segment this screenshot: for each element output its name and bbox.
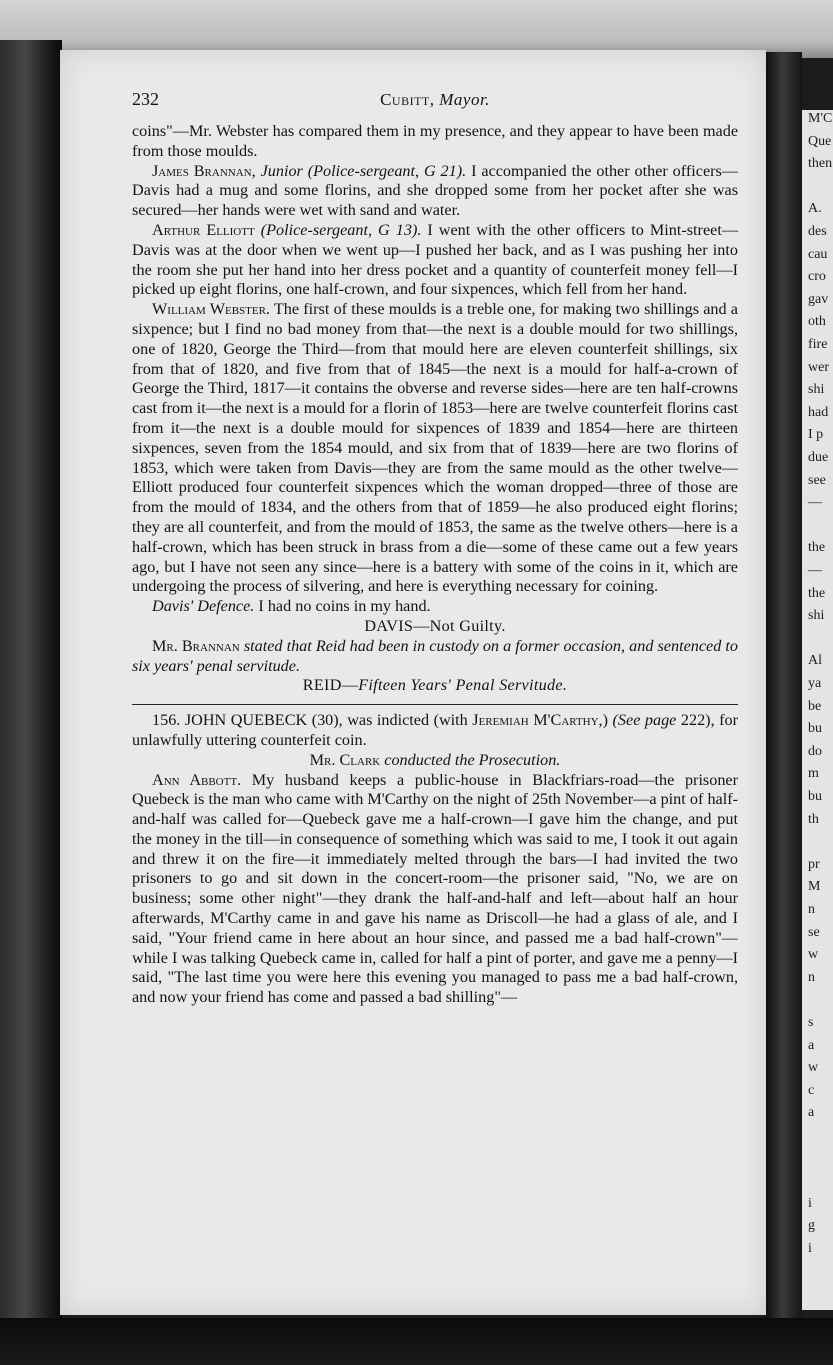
paragraph-elliott	[132, 221, 738, 300]
adjacent-page-fragment: cro	[808, 269, 826, 285]
adjacent-page-fragment: bu	[808, 721, 822, 737]
running-head-name: Cubitt,	[380, 90, 435, 109]
adjacent-page-fragment: shi	[808, 382, 825, 398]
adjacent-page-fragment: oth	[808, 314, 826, 330]
adjacent-page-fragment: the	[808, 585, 826, 601]
prosecutor-name: Mr. Clark	[309, 750, 381, 769]
adjacent-page-fragment: do	[808, 743, 822, 759]
adjacent-page-fragment: cau	[808, 246, 828, 262]
adjacent-page-fragment: a	[808, 1105, 815, 1121]
case-heading-156	[132, 711, 738, 751]
defence-label: Davis' Defence.	[152, 597, 255, 616]
adjacent-page-fragment: fire	[808, 337, 828, 352]
adjacent-page-fragment: n	[808, 969, 815, 985]
adjacent-page-fragment: then	[808, 156, 833, 172]
scan-bottom-edge	[0, 1318, 833, 1365]
adjacent-page-fragment: s	[808, 1015, 814, 1030]
adjacent-page-fragment: i	[808, 1241, 812, 1256]
book-gutter	[766, 52, 802, 1322]
adjacent-page-fragment: bu	[808, 789, 822, 804]
witness-role-elliott: (Police-sergeant, G 13).	[260, 220, 422, 239]
adjacent-page-fragment: —	[808, 495, 822, 511]
adjacent-page-fragment: —	[808, 563, 822, 578]
case-heading-ref: (See page	[612, 711, 677, 730]
witness-name-abbott: Ann Abbott.	[152, 770, 242, 789]
witness-role-brannan: Junior (Police-sergeant, G 21).	[260, 161, 467, 180]
testimony-webster: The first of these moulds is a treble one, for making two shillings and a sixpence; but I find no bad money from that—the next is a double mould for two shillings, one of 1820, George the Third—from that mould here are eleven counterfeit shillings, six from that of 1820, and five from that of 1845—the next is a mould for half-a-crown of George the Third, 1817—it contains the obverse and reverse sides—here are ten half-crowns cast from it—the next is a mould for a florin of 1853—here are twelve counterfeit florins cast from it—the next is a double mould for sixpences of 1839 and 1854—here are thirteen sixpences, seven from the 1854 mould, and six from that of 1839—here are two florins of 1853, which were taken from Davis—they are from the same mould as the other twelve—Elliott produced four counterfeit sixpences which the woman dropped—three of those are from the mould of 1834, and the others from that of 1859—he also produced eight florins; they are all counterfeit, and from the mould of 1853, the same as the twelve others—here is a half-crown, which has been struck in brass from a die—some of these came out a few years ago, but I have not seen any since—here is a battery with some of the coins in it, which are undergoing the process of silvering, and here is everything necessary for coining.	[132, 300, 738, 596]
adjacent-page-fragment: c	[808, 1082, 815, 1098]
book-spine-left	[0, 40, 62, 1365]
adjacent-page-fragment: i	[808, 1195, 812, 1211]
adjacent-page-fragment: n	[808, 902, 815, 917]
adjacent-page-fragment: shi	[808, 608, 825, 624]
adjacent-page-fragment: due	[808, 450, 829, 465]
running-head-title: Mayor.	[439, 90, 490, 109]
paragraph-abbott	[132, 771, 738, 1009]
adjacent-page-fragment: w	[808, 947, 819, 963]
case-heading-start: 156. JOHN QUEBECK (30), was indicted (with	[152, 711, 473, 730]
testimony-elliott: I went with the other officers to Mint-street—Davis was at the door when we went up—I pushed her back, and as I was pushing her into the room she put her hand into her dress pocket and a quantity of counterfeit money fell—I picked up eight florins, one half-crown, and four sixpences, which fell from her hand.	[132, 220, 739, 299]
page-text	[132, 90, 738, 1008]
case-divider	[132, 704, 738, 705]
adjacent-page-fragment: a	[808, 1037, 815, 1053]
verdict-reid	[132, 676, 738, 696]
verdict-davis: DAVIS—Not Guilty.	[364, 616, 506, 635]
adjacent-page-fragment: m	[808, 766, 819, 782]
paragraph-brannan	[132, 162, 738, 221]
page-number: 232	[132, 89, 159, 109]
witness-name-brannan: James Brannan,	[152, 161, 256, 180]
case-heading-end: 222), for unlawfully uttering counterfeit coin.	[132, 711, 739, 749]
note-text: stated that Reid had been in custody on a former occasion, and sentenced to six years' penal servitude.	[132, 636, 739, 675]
prosecution-text: conducted the Prosecution.	[380, 750, 561, 769]
running-head	[132, 90, 738, 110]
testimony-abbott: My husband keeps a public-house in Blackfriars-road—the prisoner Quebeck is the man who came with M'Carthy on the night of 25th November—a pint of half-and-half was called for—Quebeck gave me a half-crown—I gave him the change, and put the money in the till—in consequence of something which was said to me, I took it out again and threw it on the fire—it immediately melted through the bars—I had invited the two prisoners to go and sit down in the concert-room—the prisoner said, "No, we are on business; some other night"—they drank the half-and-half and left—about half an hour afterwards, M'Carthy came in and gave his name as Driscoll—he had a glass of ale, and I said, "Your friend came in here about an hour since, and passed me a bad half-crown"—while I was talking Quebeck came in, called for half a pint of porter, and gave me a penny—I said, "The last time you were here this evening you managed to pass me a bad half-crown, and now your friend has come and passed a bad shilling"—	[132, 770, 738, 1007]
adjacent-page-fragment: M'C	[808, 111, 833, 126]
witness-name-elliott: Arthur Elliott	[152, 220, 255, 239]
paragraph-continuation: coins"—Mr. Webster has compared them in my presence, and they appear to have been made from those moulds.	[132, 122, 738, 160]
paragraph-note	[132, 637, 738, 677]
adjacent-page-fragment: wer	[808, 359, 829, 375]
paragraph-webster	[132, 300, 738, 597]
adjacent-page-fragment: the	[808, 540, 826, 556]
adjacent-page-fragment: I p	[808, 427, 824, 443]
adjacent-page-fragment: se	[808, 924, 820, 940]
adjacent-page-fragment: g	[808, 1218, 815, 1234]
witness-name-webster: William Webster.	[152, 300, 270, 319]
adjacent-page-fragment: th	[808, 811, 819, 827]
adjacent-page-fragment: gav	[808, 291, 829, 307]
page-header	[132, 90, 738, 122]
adjacent-page-fragment: ya	[808, 676, 822, 691]
prosecution-line	[132, 751, 738, 771]
adjacent-page-fragment: M	[808, 879, 821, 895]
note-name: Mr. Brannan	[152, 636, 240, 655]
adjacent-page-fragment: Que	[808, 133, 832, 149]
adjacent-page-fragment: des	[808, 224, 827, 239]
adjacent-page-fragment: see	[808, 472, 826, 488]
verdict-reid-name: REID—	[302, 676, 359, 695]
adjacent-page-fragment: A.	[808, 201, 822, 217]
adjacent-page-fragment: w	[808, 1060, 819, 1076]
codefendant-name: Jeremiah M'Carthy,	[472, 711, 603, 730]
defence-text: I had no coins in my hand.	[254, 597, 431, 616]
adjacent-page-fragment: had	[808, 404, 829, 420]
adjacent-page-fragment: Al	[808, 653, 822, 669]
paragraph-defence	[132, 597, 738, 617]
verdict-reid-sentence: Fifteen Years' Penal Servitude.	[358, 676, 568, 695]
case-heading-ref-open: )	[602, 711, 608, 730]
adjacent-page-edge	[802, 110, 833, 1310]
adjacent-page-fragment: pr	[808, 856, 820, 872]
testimony-brannan: I accompanied the other other officers—Davis had a mug and some florins, and she dropped some from her pocket after she was secured—her hands were wet with sand and water.	[132, 161, 739, 220]
adjacent-page-fragment: be	[808, 698, 822, 714]
